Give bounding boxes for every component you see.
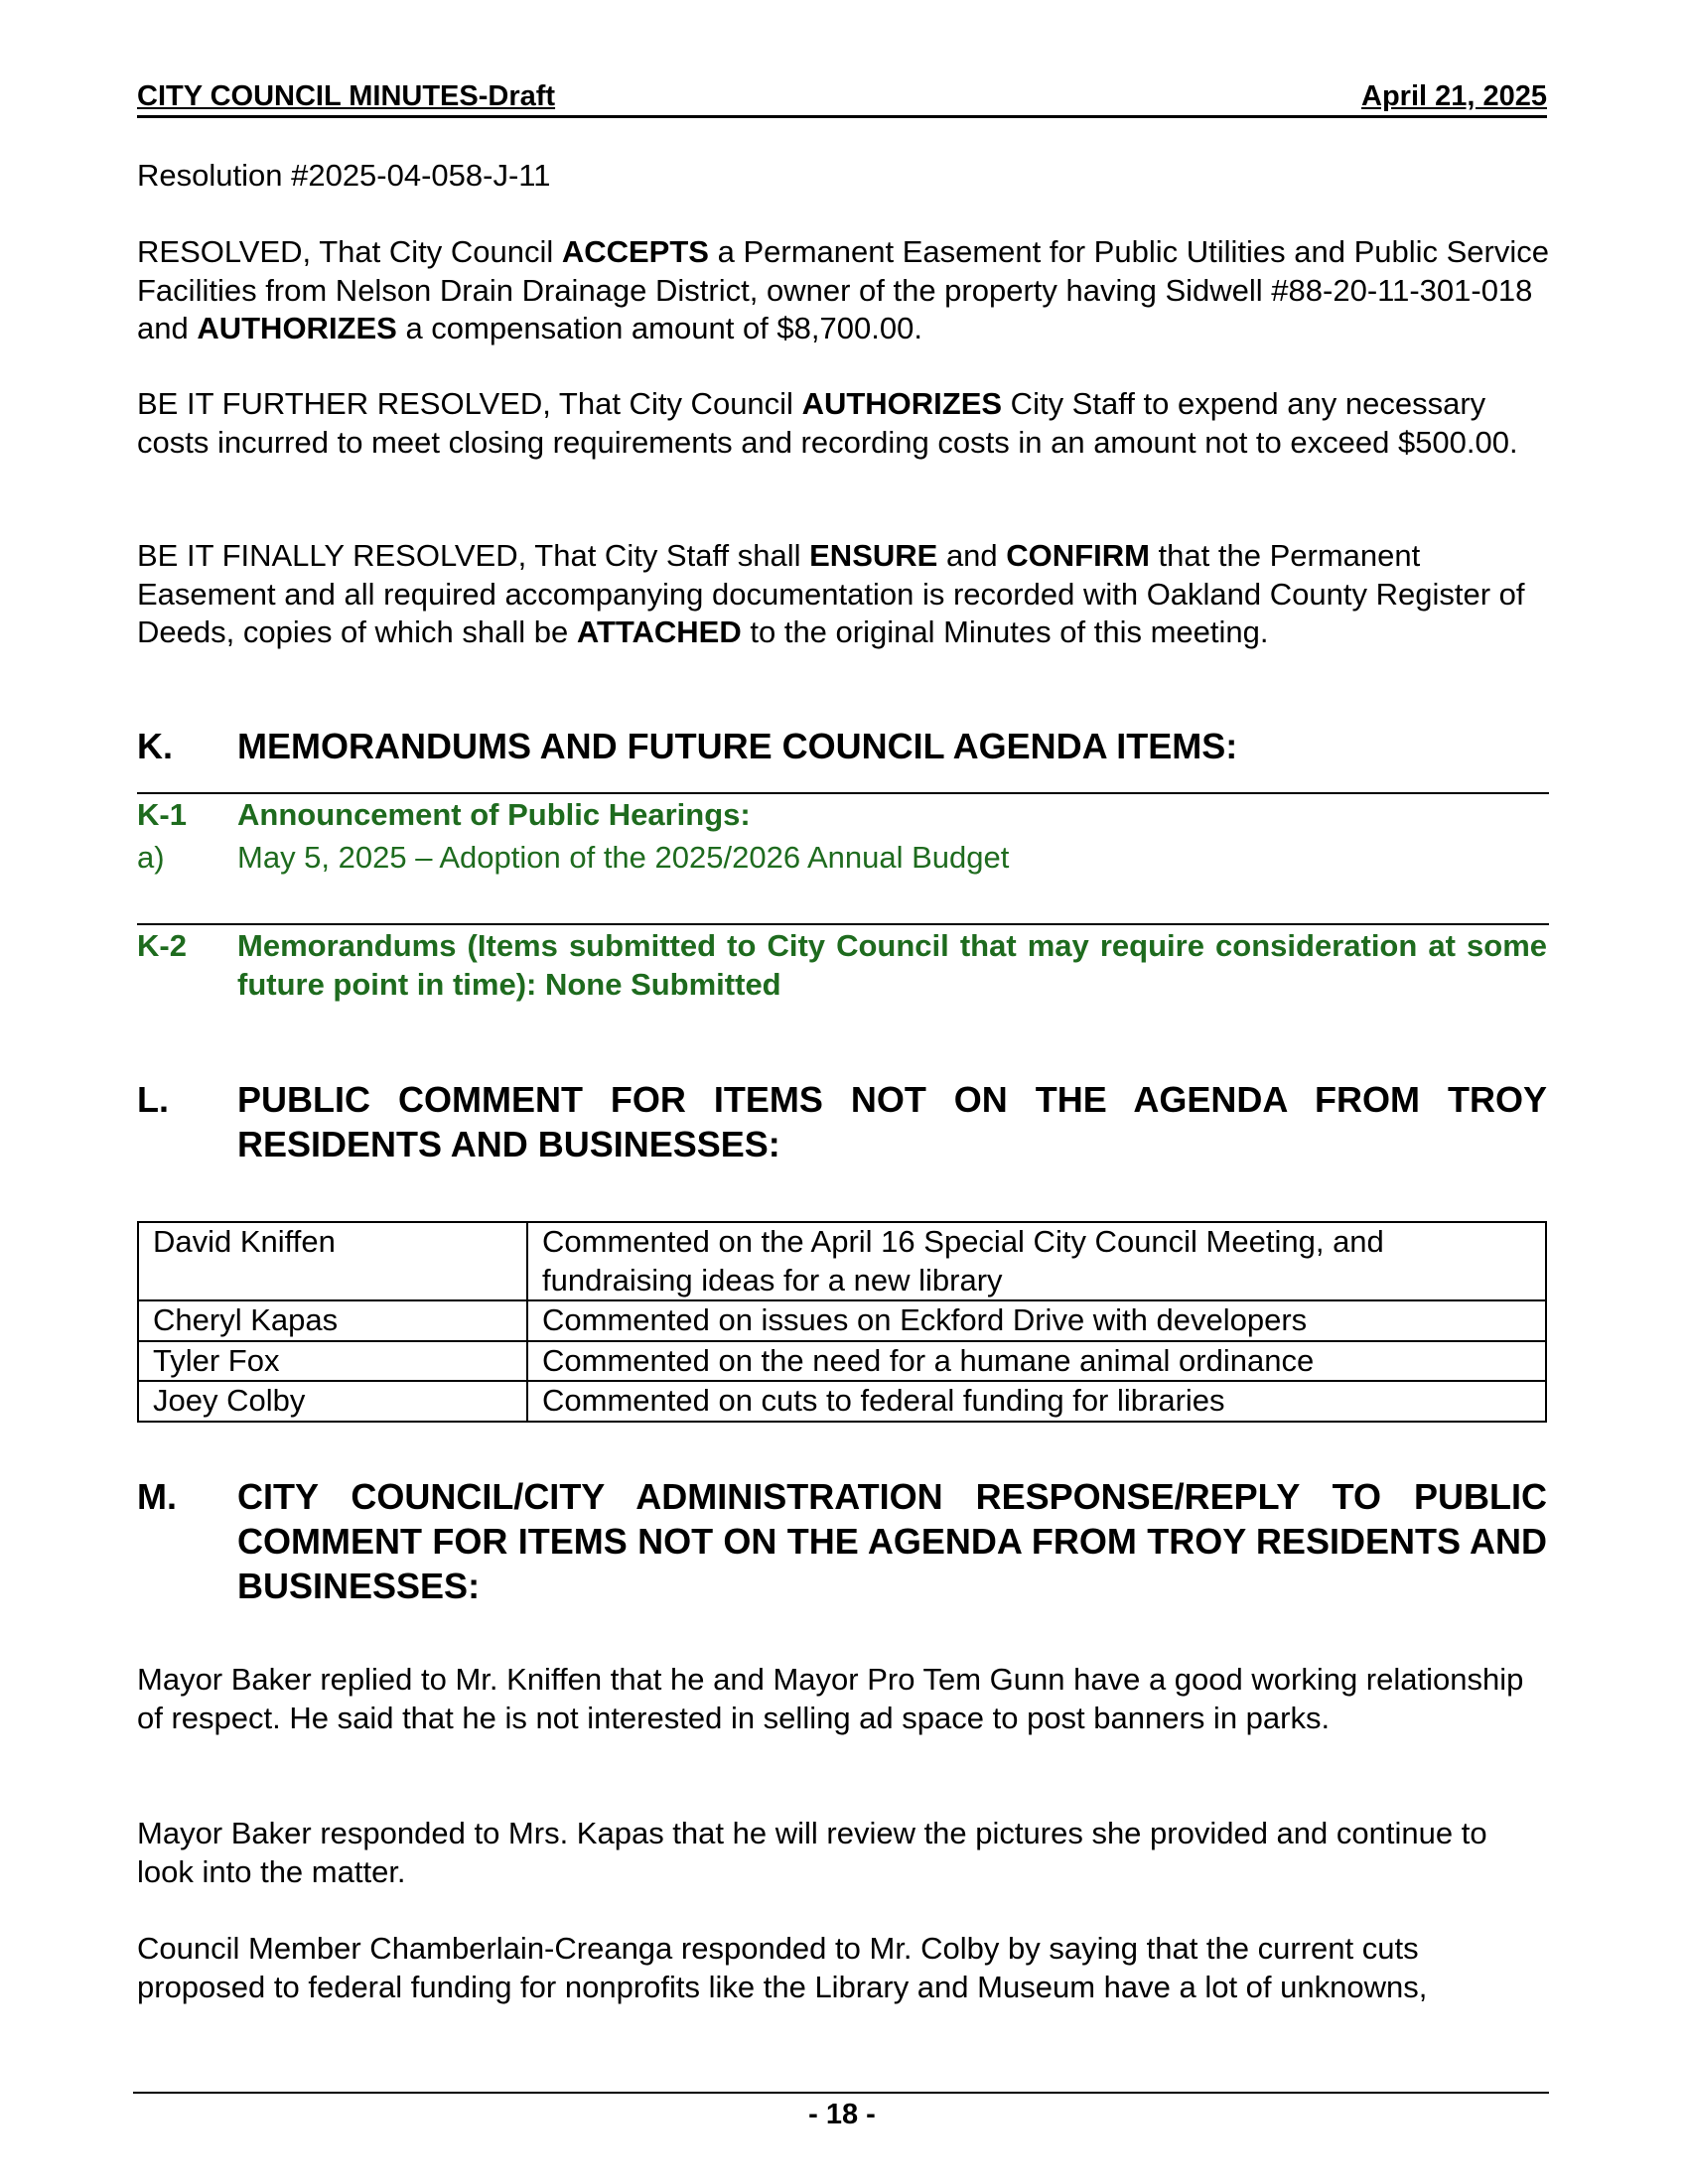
header-title: CITY COUNCIL MINUTES-Draft — [137, 80, 556, 112]
commenter-name: Joey Colby — [138, 1381, 527, 1422]
k2-number: K-2 — [137, 928, 187, 963]
comment-summary: Commented on the April 16 Special City Council Meeting, and fundraising ideas for a new library — [527, 1222, 1546, 1300]
section-l-number: L. — [137, 1079, 169, 1120]
k1-title: Announcement of Public Hearings: — [237, 797, 751, 832]
section-l-title: PUBLIC COMMENT FOR ITEMS NOT ON THE AGENDA FROM TROY RESIDENTS AND BUSINESSES: — [237, 1079, 1547, 1164]
k1-number: K-1 — [137, 797, 187, 832]
k1-item-text: May 5, 2025 – Adoption of the 2025/2026 Annual Budget — [237, 840, 1010, 875]
page-header — [137, 77, 1547, 118]
comment-summary: Commented on the need for a humane animal ordinance — [527, 1341, 1546, 1382]
section-k-title: MEMORANDUMS AND FUTURE COUNCIL AGENDA ITEMS: — [237, 726, 1238, 766]
commenter-name: Cheryl Kapas — [138, 1300, 527, 1341]
response-paragraph-1: Mayor Baker replied to Mr. Kniffen that he and Mayor Pro Tem Gunn have a good working relationship of respect. He said that he is not interested in selling ad space to post banners in parks. — [137, 1662, 1524, 1735]
section-m-title: CITY COUNCIL/CITY ADMINISTRATION RESPONSE/REPLY TO PUBLIC COMMENT FOR ITEMS NOT ON THE AGENDA FROM TROY RESIDENTS AND BUSINESSES: — [237, 1476, 1547, 1606]
response-paragraph-2: Mayor Baker responded to Mrs. Kapas that he will review the pictures she provided and continue to look into the matter. — [137, 1816, 1487, 1889]
section-k-heading — [137, 724, 1547, 768]
table-row — [138, 1300, 1546, 1341]
section-k-divider — [137, 792, 1549, 794]
footer-divider — [133, 2092, 1549, 2094]
commenter-name: Tyler Fox — [138, 1341, 527, 1382]
resolution-number: Resolution #2025-04-058-J-11 — [137, 158, 551, 193]
k1-item-number: a) — [137, 840, 165, 875]
resolution-paragraph-2: BE IT FURTHER RESOLVED, That City Council AUTHORIZES City Staff to expend any necessary costs incurred to meet closing requirements and recording costs in an amount not to exceed $500.00. — [137, 386, 1518, 460]
document-page — [137, 0, 1547, 2184]
resolution-paragraph-3: BE IT FINALLY RESOLVED, That City Staff shall ENSURE and CONFIRM that the Permanent Easement and all required accompanying documentation is recorded with Oakland County Register of Deeds, copies of which shall be ATTACHED to the original Minutes of this meeting. — [137, 538, 1525, 649]
header-date: April 21, 2025 — [1361, 80, 1547, 112]
public-comment-table — [137, 1221, 1547, 1423]
comment-summary: Commented on cuts to federal funding for libraries — [527, 1381, 1546, 1422]
section-m-number: M. — [137, 1476, 177, 1517]
resolution-paragraph-1: RESOLVED, That City Council ACCEPTS a Permanent Easement for Public Utilities and Public Service Facilities from Nelson Drain Drainage District, owner of the property having Sidwell #88-20-11-301-018 and AUTHORIZES a compensation amount of $8,700.00. — [137, 234, 1549, 345]
table-row — [138, 1222, 1546, 1300]
page-number: - 18 - — [808, 2099, 876, 2130]
section-l-heading — [137, 1077, 1547, 1166]
section-k-number: K. — [137, 726, 173, 766]
table-row — [138, 1381, 1546, 1422]
commenter-name: David Kniffen — [138, 1222, 527, 1300]
section-m-heading — [137, 1474, 1547, 1608]
table-row — [138, 1341, 1546, 1382]
comment-summary: Commented on issues on Eckford Drive with developers — [527, 1300, 1546, 1341]
response-paragraph-3: Council Member Chamberlain-Creanga responded to Mr. Colby by saying that the current cuts proposed to federal funding for nonprofits like the Library and Museum have a lot of unknowns, — [137, 1931, 1428, 2004]
k2-heading — [137, 927, 1547, 1007]
k2-divider — [137, 923, 1549, 925]
k2-title: Memorandums (Items submitted to City Council that may require consideration at some future point in time): None Submitted — [237, 928, 1547, 1002]
